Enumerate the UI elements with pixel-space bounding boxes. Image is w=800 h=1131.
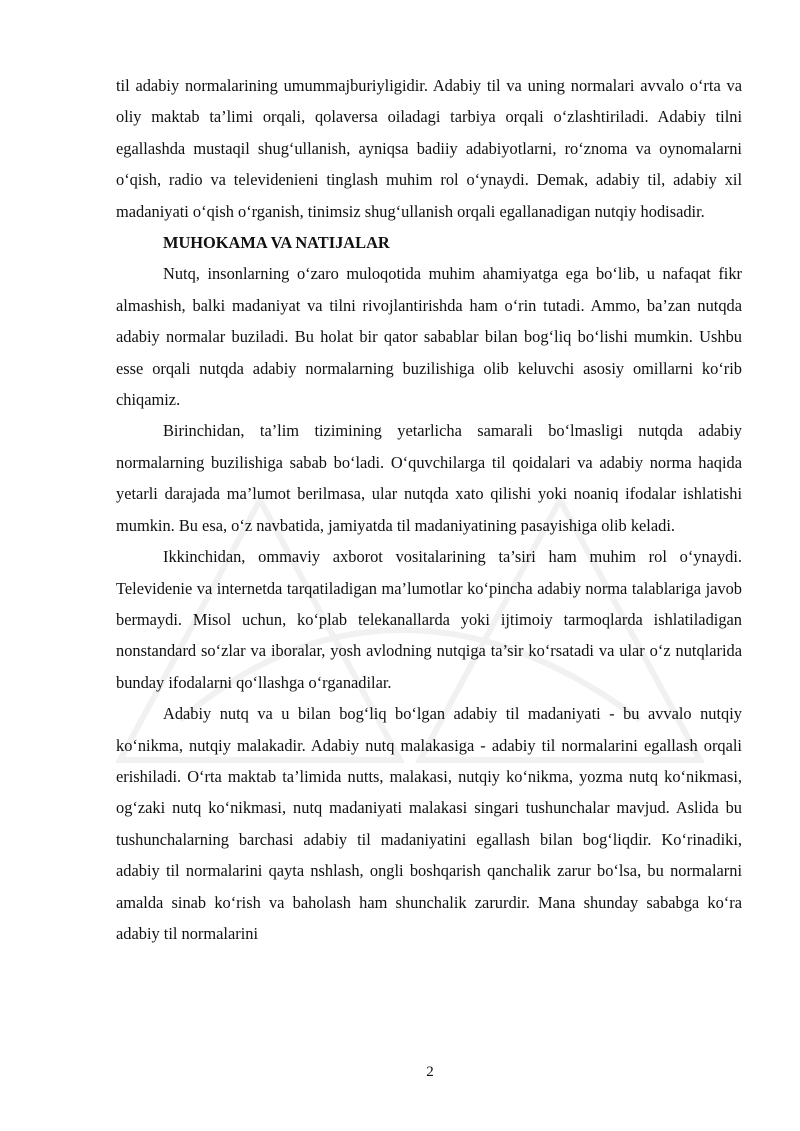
section-heading: MUHOKAMA VA NATIJALAR xyxy=(163,233,390,253)
paragraph-1: Nutq, insonlarning o‘zaro muloqotida muhim ahamiyatga ega bo‘lib, u nafaqat fikr almashish, balki madaniyat va tilni rivojlantirishda ham o‘rin tutadi. Ammo, ba’zan nutqda adabiy normalar buziladi. Bu holat bir qator sabablar bilan bog‘liq bo‘lishi mumkin. Ushbu esse orqali nutqda adabiy normalarning buzilishiga olib keluvchi asosiy omillarni ko‘rib chiqamiz. xyxy=(116,264,742,410)
paragraph-2: Birinchidan, ta’lim tizimining yetarlicha samarali bo‘lmasligi nutqda adabiy normalarning buzilishiga sabab bo‘ladi. O‘quvchilarga til qoidalari va adabiy norma haqida yetarli darajada ma’lumot berilmasa, ular nutqda xato qilishi yoki noaniq ifodalar ishlatishi mumkin. Bu esa, o‘z navbatida, jamiyatda til madaniyatining pasayishiga olib keladi. xyxy=(116,421,742,535)
page-number: 2 xyxy=(426,1064,434,1080)
document-body xyxy=(116,70,742,949)
paragraph-3: Ikkinchidan, ommaviy axborot vositalarining ta’siri ham muhim rol o‘ynaydi. Televidenie va internetda tarqatiladigan ma’lumotlar ko‘pincha adabiy norma talablariga javob bermaydi. Misol uchun, ko‘plab telekanallarda yoki ijtimoiy tarmoqlarda ishlatiladigan nonstandard so‘zlar va iboralar, yosh avlodning nutqiga ta’sir ko‘rsatadi va ular o‘z nutqlarida bunday ifodalarni qo‘llashga o‘rganadilar. xyxy=(116,547,742,692)
paragraph-4: Adabiy nutq va u bilan bog‘liq bo‘lgan adabiy til madaniyati - bu avvalo nutqiy ko‘nikma, nutqiy malakadir. Adabiy nutq malakasiga - adabiy til normalarini egallash orqali erishiladi. O‘rta maktab ta’limida nutts, malakasi, nutqiy ko‘nikma, yozma nutq ko‘nikmasi, og‘zaki nutq ko‘nikmasi, nutq madaniyati malakasi singari tushunchalar mavjud. Aslida bu tushunchalarning barchasi adabiy til madaniyatini egallash bilan bog‘liqdir. Ko‘rinadiki, adabiy til normalarini qayta nshlash, ongli boshqarish qanchalik zarur bo‘lsa, bu normalarni amalda sinab ko‘rish va baholash ham shunchalik zarurdir. Mana shunday sababga ko‘ra adabiy til normalarini xyxy=(116,704,742,943)
paragraph-continuation: til adabiy normalarining umummajburiyligidir. Adabiy til va uning normalari avvalo o‘rta va oliy maktab ta’limi orqali, qolaversa oiladagi tarbiya orqali o‘zlashtiriladi. Adabiy tilni egallashda mustaqil shug‘ullanish, ayniqsa badiiy adabiyotlarni, ro‘znoma va oynomalarni o‘qish, radio va televidenieni tinglash muhim rol o‘ynaydi. Demak, adabiy til, adabiy xil madaniyati o‘qish o‘rganish, tinimsiz shug‘ullanish orqali egallanadigan nutqiy hodisadir. xyxy=(116,76,742,221)
